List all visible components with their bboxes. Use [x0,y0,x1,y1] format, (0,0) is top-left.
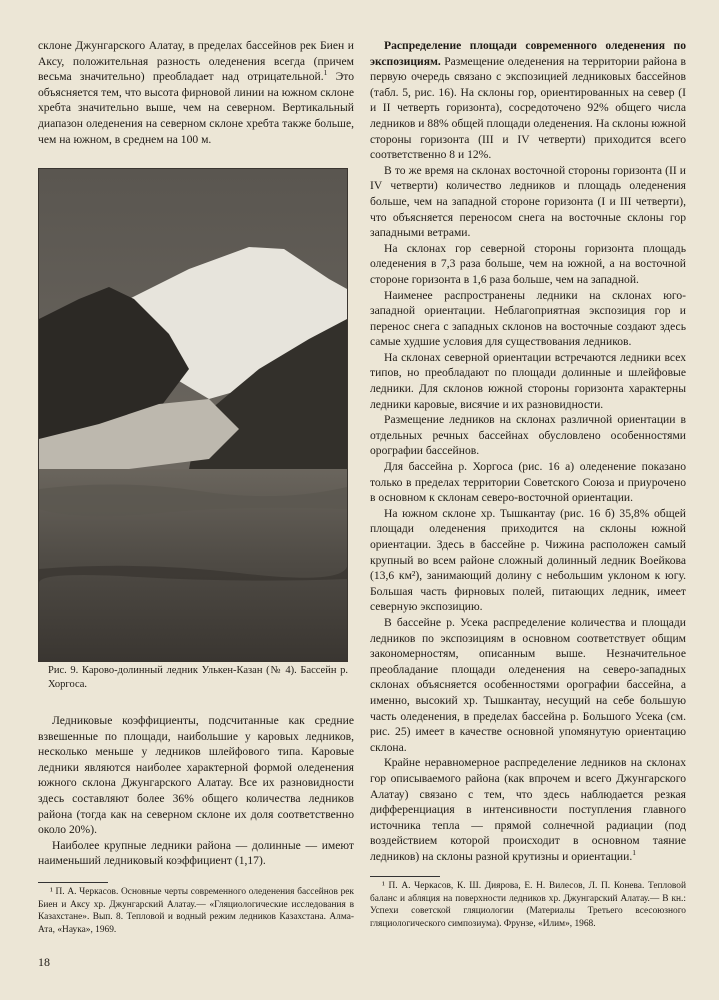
paragraph: В бассейне р. Усека распределение количества и площади ледников по экспозициям в основном соответствует общим закономерностям, описанным выше. Незначительное преобладание площади оледенения на северо-западных склонах объясняется особенностями орографии бассейна, а именно, высокий хр. Тышкантау, несущий на себе большую часть оледенения, в пределах бассейна р. Большого Усека (см. рис. 25) имеет в качестве основной упомянутую ориентацию склона. [370,615,686,754]
paragraph: Наименее распространены ледники на склонах юго-западной ориентации. Неблагоприятная экспозиция гор и перенос снега с западных склонов на восточные создают здесь самые худшие условия для существования ледников. [370,288,686,349]
paragraph: склоне Джунгарского Алатау, в пределах бассейнов рек Биен и Аксу, положительная разность оледенения всегда (причем весьма значительно) преобладает над отрицательной.$^1$ Это объясняется тем, что высота фирновой линии на южном склоне хребта значительно выше, чем на северном. Вертикальный диапазон оледенения на северном склоне хребта также больше, чем на южном, в среднем на 100 м. [38,39,354,146]
paragraph: Крайне неравномерное распределение ледников на склонах гор описываемого района (как впрочем и всего Джунгарского Алатау) связано с тем, что здесь наблюдается резкая дифференциация в интенсивности поступления главного источника тепла — прямой солнечной радиации (под воздействием которой происходит в основном таяние ледников) на склоны разной крутизны и ориентации.$^1$ [370,756,686,863]
footnote-right [370,880,686,930]
left-column-top-text [38,38,354,147]
footnote-rule [370,876,440,877]
paragraph: В то же время на склонах восточной стороны горизонта (II и IV четверти) количество ледников и площадь оледенения больше, чем на западной стороне горизонта (I и III четверти), что объясняется переносом снега на восточные склоны гор западными ветрами. [370,163,686,240]
paragraph: Для бассейна р. Хоргоса (рис. 16 а) оледенение показано только в пределах территории Советского Союза и приурочено в основном к склонам северо-восточной ориентации. [370,460,686,505]
figure-caption: Рис. 9. Карово-долинный ледник Улькен-Казан (№ 4). Бассейн р. Хоргоса. [48,665,348,690]
footnote-marker: 1 [632,848,636,858]
section-heading: Распределение площади современного оледенения по экспозициям. [370,39,686,68]
paragraph: Распределение площади современного оледенения по экспозициям. Размещение оледенения на территории района в первую очередь связано с экспозицией ледниковых бассейнов (табл. 5, рис. 16). На склоны гор, ориентированных на север (I и II четверть горизонта), сосредоточено 92% общего числа ледников и 88% общей площади оледенения. На склоны южной стороны горизонта (III и IV четверти) приходится всего соответственно 8 и 12%. [370,39,686,162]
left-column-bottom-text [38,713,354,869]
page-number: 18 [38,955,50,969]
footnote-text: ¹ П. А. Черкасов, К. Ш. Диярова, Е. Н. Вилесов, Л. П. Конева. Тепловой баланс и абляция на поверхности ледников хр. Джунгарский Алатау.— В кн.: Успехи советской гляциологии (Материалы Третьего всесоюзного гляциологического симпозиума). Фрунзе, «Илим», 1968. [370,881,686,929]
paragraph: Размещение ледников на склонах различной ориентации в отдельных речных бассейнах обусловлено особенностями орографии бассейнов. [370,413,686,458]
paragraph: Ледниковые коэффициенты, подсчитанные как средние взвешенные по площади, наибольшие у каровых ледников, несколько меньше у ледников шлейфового типа. Каровые ледники являются наиболее характерной формой оледенения южного склона Джунгарского Алатау. Все их разновидности здесь составляют более 36% общего количества ледников района (тогда как на северном склоне их доля соответственно около 20%). [38,714,354,837]
paragraph: На склонах северной ориентации встречаются ледники всех типов, но преобладают по площади долинные и шлейфовые ледники. Для склонов южной стороны горизонта характерны ледники каровые, висячие и их разновидности. [370,350,686,411]
footnote-marker: 1 [323,68,328,78]
paragraph: На склонах гор северной стороны горизонта площадь оледенения в 7,3 раза больше, чем на южной, а на восточной стороне горизонта в 1,6 раза больше, чем на западной. [370,241,686,286]
footnote-text: ¹ П. А. Черкасов. Основные черты современного оледенения бассейнов рек Биен и Аксу хр. Джунгарский Алатау.— «Гляциологические исследования в Казахстане». Вып. 8. Тепловой и водный режим ледников Казахстана. Алма-Ата, «Наука», 1969. [38,887,354,935]
paragraph: На южном склоне хр. Тышкантау (рис. 16 б) 35,8% общей площади оледенения приходится на склоны южной ориентации. Здесь в бассейне р. Чижина расположен самый крупный во всем районе сложный долинный ледник Воейкова (13,6 км²), занимающий долину с небольшим уклоном к югу. Большая часть фирновых полей, питающих ледник, имеет северную экспозицию. [370,506,686,614]
right-column-text [370,38,686,864]
paragraph: Наиболее крупные ледники района — долинные — имеют наименьший ледниковый коэффициент (1,17). [38,838,354,868]
footnote-left [38,886,354,936]
footnote-rule [38,882,108,883]
glacier-photo [38,168,348,662]
